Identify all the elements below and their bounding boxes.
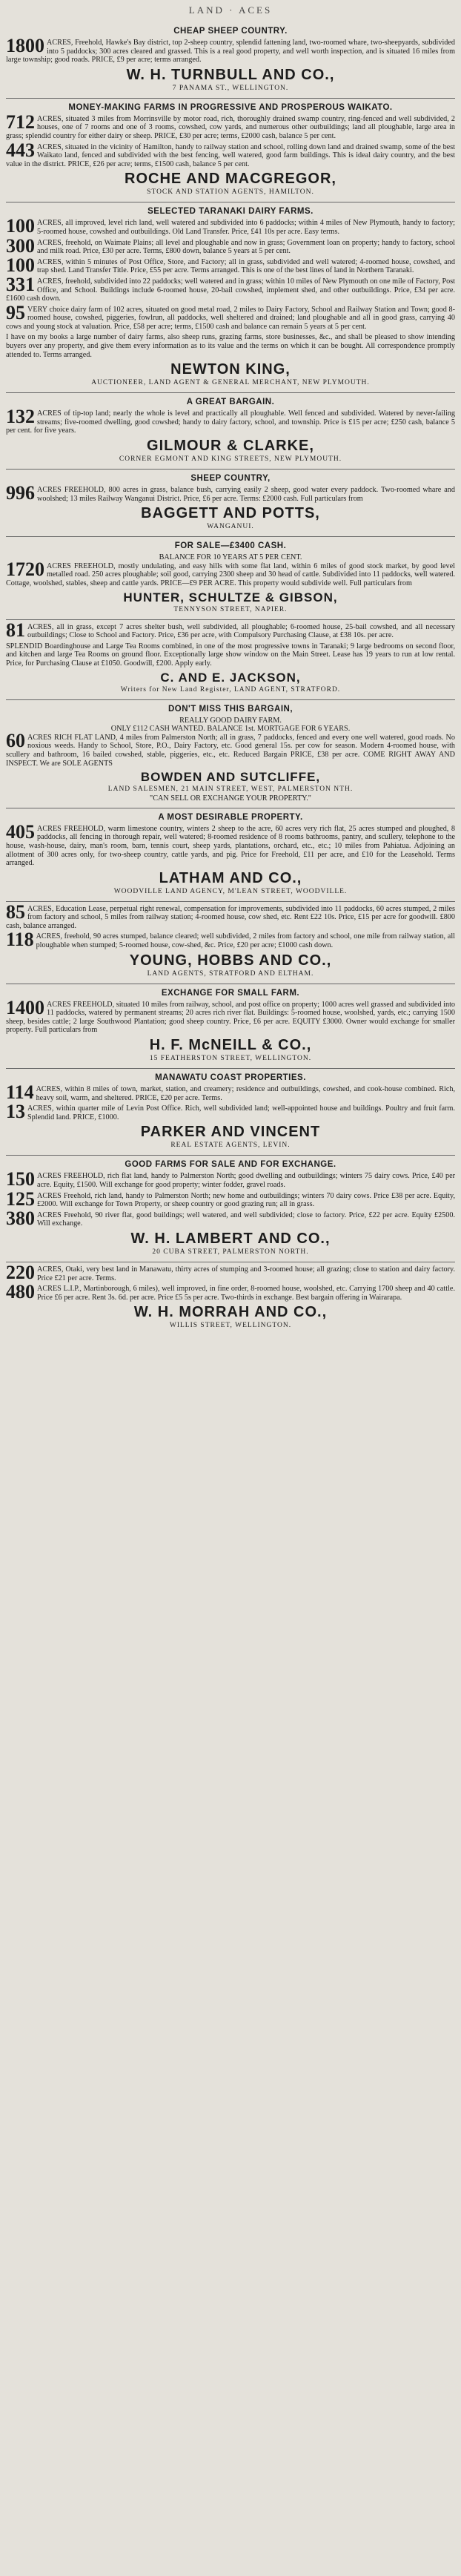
listing-text: ACRES, Otaki, very best land in Manawatu, thirty acres of stumping and 3-roomed house; all grazing; close to station and dairy factory. Price £21 per acre. Terms. (37, 1265, 455, 1282)
acreage: 100 (6, 215, 35, 237)
section-dont-miss (6, 700, 455, 808)
agent-name: H. F. McNEILL & CO., (149, 1037, 312, 1054)
listing-text: ACRES Freehold, 90 river flat, good buildings; well watered, and well subdivided; close to factory. Price, £22 per acre. Equity £2500. Will exchange. (37, 1210, 455, 1228)
listing (6, 820, 455, 868)
acreage: 1800 (6, 35, 44, 56)
listing-text: ACRES, within 5 minutes of Post Office, Store, and Factory; all in grass, subdivided and well watered; 4-roomed house, cowshed, and trap shed. Land Transfer Title. Price, £55 per acre. Terms arranged. This is one of the best lines of land in Northern Taranaki. (37, 257, 455, 275)
section-title: GOOD FARMS FOR SALE AND FOR EXCHANGE. (125, 1160, 336, 1170)
agent-address: TENNYSON STREET, NAPIER. (173, 605, 288, 613)
listing (6, 301, 455, 332)
agent-slogan: "CAN SELL OR EXCHANGE YOUR PROPERTY." (150, 794, 311, 803)
listing-text: ACRES, freehold, on Waimate Plains; all level and ploughable and now in grass; Government loan on property; handy to factory, school and milk road. Price, £30 per acre. Terms, £800 down, balance 5 years at 5 per cent. (37, 238, 455, 256)
agent-name: W. H. MORRAH AND CO., (133, 1304, 328, 1321)
agent-address: REAL ESTATE AGENTS, LEVIN. (170, 1142, 291, 1150)
acreage: 100 (6, 254, 35, 276)
agent-name: W. H. TURNBULL AND CO., (126, 66, 335, 83)
agent-address: WANGANUI. (207, 523, 254, 531)
agent-name: W. H. LAMBERT AND CO., (130, 1230, 331, 1247)
listing (6, 1168, 455, 1190)
listing-note: I have on my books a large number of dairy farms, also sheep runs, grazing farms, store businesses, &c., and shall be pleased to show intending buyers over any property, and give them every information as to its value and the terms on which it can be bought. All correspondence promptly attended to. Terms arranged. (6, 333, 455, 359)
listing-text: ACRES FREEHOLD, rich flat land, handy to Palmerston North; good dwelling and outbuildings; winters 75 dairy cows. Price, £40 per acre. Equity, £1500. Will exchange for good property; winter fodder, gravel roads. (37, 1172, 455, 1189)
section-young-hobbs (6, 902, 455, 984)
acreage: 118 (6, 929, 34, 951)
terms-line: ONLY £112 CASH WANTED. BALANCE 1st. MORTGAGE FOR 6 YEARS. (110, 725, 351, 734)
listing (6, 1187, 455, 1210)
listing-text: ACRES, freehold, subdivided into 22 paddocks; well watered and in grass; within 10 miles of New Plymouth on one mile of Factory, Post Office, and School. Buildings include 6-roomed house, 20-bail cowshed, implement shed, and other outbuildings. Price, £34 per acre. £1600 cash down. (6, 277, 455, 303)
section-title: SELECTED TARANAKI DAIRY FARMS. (147, 207, 314, 217)
section-subtitle: REALLY GOOD DAIRY FARM. (179, 716, 282, 725)
agent-name: BOWDEN AND SUTCLIFFE, (140, 770, 321, 785)
section-cheap-sheep-country (6, 22, 455, 99)
listing-text: ACRES of tip-top land; nearly the whole is level and practically all ploughable. Well fenced and subdivided. Watered by never-failing streams; five-roomed dwelling, good cowshed; handy to dairy factory, school, and township. Price is £15 per acre; £250 cash, balance 5 per cent. for five years. (6, 409, 455, 435)
listing (6, 215, 455, 237)
section-manawatu-coast (6, 1069, 455, 1156)
listing-text: ACRES, situated in the vicinity of Hamilton, handy to railway station and school, rolling down land and drained swamp, some of the best Waikato land, fenced and subdivided with the best fencing, well watered, good farm buildings. This is ideal dairy country, and the best value in the district. PRICE, £26 per acre; terms, £1500 cash, balance 5 per cent. (6, 142, 455, 168)
acreage: 114 (6, 1081, 34, 1104)
listing-text: ACRES FREEHOLD, warm limestone country, winters 2 sheep to the acre, 60 acres very rich flat, 25 acres stumped and ploughed, 8 paddocks, all fencing in thorough repair, well watered; 8-roomed residence of 8 rooms bathrooms, pantry, and scullery, telephone to the house, wash-house, dairy, man's room, barn, tennis court, sheep yards, plantations, orchard, etc., etc.; 10 miles from Pahiatua. Adjoining an allotment of 300 acres only, for two-sheep country, cattle yards, and pig. Price for Freehold, £11 per acre, and £10 for the Leasehold. Terms arranged. (6, 824, 455, 868)
section-waikato-farms (6, 99, 455, 203)
section-title: EXCHANGE FOR SMALL FARM. (161, 988, 300, 998)
acreage: 81 (6, 619, 25, 641)
section-title: MANAWATU COAST PROPERTIES. (155, 1073, 306, 1083)
listing (6, 35, 455, 65)
acreage: 95 (6, 301, 25, 323)
acreage: 150 (6, 1168, 35, 1190)
agent-address: AUCTIONEER, LAND AGENT & GENERAL MERCHANT, NEW PLYMOUTH. (91, 379, 370, 387)
agent-name: BAGGETT AND POTTS, (141, 505, 320, 522)
listing (6, 1207, 455, 1229)
listing-text: ACRES L.I.P., Martinborough, 6 miles), well improved, in fine order, 8-roomed house, woolshed, etc. Carrying 1700 sheep and 40 cattle. Price £6 per acre. Rent 3s. 6d. per acre. Price £5 5s per acre. Two-thirds in exchange. Best bargain offering in Wairarapa. (37, 1285, 455, 1302)
agent-address: WILLIS STREET, WELLINGTON. (169, 1322, 292, 1330)
listing-text: ACRES, Freehold, Hawke's Bay district, top 2-sheep country, splendid fattening land, two-roomed whare, two-sheepyards, subdivided into 5 paddocks; 300 acres cleared and grassed. This is a real good property, and well worth inspection, and is situated 16 miles from large township; good roads. PRICE, £9 per acre; terms arranged. (6, 39, 455, 65)
section-title: A GREAT BARGAIN. (186, 398, 275, 407)
section-sheep-country (6, 470, 455, 537)
listing-text: ACRES FREEHOLD, mostly undulating, and easy hills with some flat land, within 6 miles of good stock market, by good level metalled road. 250 acres ploughable; soil good, carrying 2300 sheep and 30 head of cattle. Subdivided into 11 paddocks, well watered. Cottage, woolshed, stables, sheep and cattle yards. PRICE—£9 PER ACRE. This property would subdivide well. Full particulars from (6, 561, 455, 587)
section-taranaki-dairy-farms (6, 202, 455, 393)
acreage: 1720 (6, 558, 44, 580)
agent-name: YOUNG, HOBBS AND CO., (129, 952, 332, 969)
listing (6, 619, 455, 641)
listing-text: ACRES Freehold, rich land, handy to Palmerston North; new home and outbuildings; winters 70 dairy cows. Price £38 per acre. Equity, £2000. Will exchange for Town Property, or sheep country or good grazing run; all in grass. (37, 1191, 455, 1209)
acreage: 380 (6, 1207, 35, 1229)
listing-text: ACRES FREEHOLD, situated 10 miles from railway, school, and post office on property; 1000 acres well grassed and subdivided into 11 paddocks, watered by permanent streams; 20 acres rich river flat. Buildings: 5-roomed house, woolshed, yards, etc.; carrying 1500 sheep, besides cattle; 2 large Southwood Plantation; good sheep country. Price, £6 per acre. EQUITY £3000. Owner would exchange for smaller property. Full particulars from (6, 1000, 455, 1035)
agent-address: LAND AGENTS, STRATFORD AND ELTHAM. (147, 969, 314, 978)
agent-address: Writers for New Land Register, LAND AGENT, STRATFORD. (120, 685, 341, 694)
acreage: 331 (6, 273, 35, 295)
listing (6, 929, 455, 951)
section-great-bargain (6, 393, 455, 470)
agent-name: C. AND E. JACKSON, (160, 670, 301, 685)
acreage: 1400 (6, 996, 44, 1018)
agent-address: WOODVILLE LAND AGENCY, M'LEAN STREET, WOODVILLE. (113, 887, 348, 895)
section-title: MONEY-MAKING FARMS IN PROGRESSIVE AND PROSPEROUS WAIKATO. (68, 102, 393, 112)
listing-text: ACRES, all in grass, except 7 acres shelter bush, well subdivided, all ploughable; 6-roomed house, 25-bail cowshed, and all necessary outbuildings; Close to School and Factory. Price, £36 per acre, with Compulsory Purchasing Clause, at £38 10s. per acre. (27, 622, 455, 640)
acreage: 132 (6, 406, 35, 428)
section-morrah (6, 1262, 455, 1335)
acreage: 996 (6, 482, 35, 504)
agent-name: LATHAM AND CO., (159, 869, 302, 886)
section-title: DON'T MISS THIS BARGAIN, (168, 704, 293, 714)
agent-address: CORNER EGMONT AND KING STREETS, NEW PLYMOUTH. (119, 455, 342, 464)
listing (6, 558, 455, 588)
section-title: SHEEP COUNTRY, (190, 474, 271, 484)
section-desirable-property (6, 808, 455, 902)
listing-text: VERY choice dairy farm of 102 acres, situated on good metal road, 2 miles to Dairy Factory, School and Railway Station and Town; good 8-roomed house, cowshed, piggeries, fowlrun, all paddocks, well sheltered and drained; land ploughable and all in good grass, carrying 40 cows and young stock at valuation. Price, £58 per acre; terms, £1500 cash and balance can remain 5 years at 5 per cent. (6, 305, 455, 331)
acreage: 712 (6, 111, 35, 133)
listing (6, 1081, 455, 1104)
acreage: 443 (6, 139, 35, 161)
section-jackson (6, 620, 455, 700)
listing (6, 273, 455, 303)
section-exchange-small-farm (6, 984, 455, 1069)
agent-address: 20 CUBA STREET, PALMERSTON NORTH. (152, 1248, 309, 1256)
section-for-sale-cash (6, 537, 455, 619)
listing (6, 406, 455, 435)
listing-text: ACRES, within quarter mile of Levin Post Office. Rich, well subdivided land; well-appointed house and buildings. Poultry and fruit farm. Splendid land. PRICE, £1000. (27, 1104, 455, 1121)
listing-text: ACRES FREEHOLD, 800 acres in grass, balance bush, carrying easily 2 sheep, good water every paddock. Two-roomed whare and woolshed; 13 miles Railway Wanganui District. Price, £6 per acre. Terms: £2000 cash. Full particulars from (37, 486, 455, 503)
listing (6, 111, 455, 141)
acreage: 300 (6, 234, 35, 257)
listing (6, 900, 455, 931)
acreage: 480 (6, 1281, 35, 1303)
section-title: CHEAP SHEEP COUNTRY. (173, 27, 288, 36)
section-title: FOR SALE—£3400 CASH. (174, 541, 287, 551)
listing (6, 139, 455, 169)
acreage: 13 (6, 1101, 25, 1123)
listing (6, 1101, 455, 1123)
listing: SPLENDID Boardinghouse and Large Tea Rooms combined, in one of the most progressive towns in Taranaki; 9 large bedrooms on second floor, and kitchen and large Tea Rooms on ground floor. Exceptionally large show window on the Main Street. Lease has 19 years to run at low rental. Price, for Purchasing Clause at £1050. Goodwill, £200. Apply early. (6, 642, 455, 668)
agent-address: STOCK AND STATION AGENTS, HAMILTON. (147, 188, 314, 197)
listing-text: ACRES, within 8 miles of town, market, station, and creamery; residence and outbuildings, cowshed, and cook-house combined. Rich, heavy soil, warm, and sheltered. PRICE, £20 per acre. Terms. (36, 1085, 455, 1102)
agent-name: HUNTER, SCHULTZE & GIBSON, (123, 590, 338, 605)
listing (6, 1281, 455, 1303)
listing-text: ACRES, all improved, level rich land, well watered and subdivided into 6 paddocks; within 4 miles of New Plymouth, handy to factory; 5-roomed house, cowshed and outbuildings. Old Land Transfer. Price, £41 10s per acre. Easy terms. (37, 219, 455, 236)
listing (6, 996, 455, 1035)
listing-text: ACRES RICH FLAT LAND, 4 miles from Palmerston North; all in grass, 7 paddocks, fenced and every one well watered, good roads. No noxious weeds. Handy to School, Store, P.O., Dairy Factory, etc. Good general 15s. per cow for season. Modern 4-roomed house, with scullery and bathroom, 16 bailed cowshed, stable, piggeries, etc., etc. Reduced Bargain PRICE, £38 per acre. COME RIGHT AWAY AND INSPECT. We are SOLE AGENTS (6, 733, 455, 768)
acreage: 60 (6, 729, 25, 751)
listing (6, 482, 455, 504)
agent-name: GILMOUR & CLARKE, (147, 438, 314, 455)
acreage: 125 (6, 1187, 35, 1210)
listing (6, 1261, 455, 1283)
agent-address: LAND SALESMEN, 21 MAIN STREET, WEST, PALMERSTON NTH. (107, 785, 354, 794)
acreage: 405 (6, 820, 35, 843)
section-subtitle: BALANCE FOR 10 YEARS AT 5 PER CENT. (159, 553, 302, 562)
section-good-farms (6, 1156, 455, 1262)
listing-text: ACRES, Education Lease, perpetual right renewal, compensation for improvements, subdivided into 11 paddocks, 60 acres stumped, 2 miles from factory and school, 5 miles from railway station; 4-roomed house, cow shed, etc. Rent £22 10s. Price, £15 per acre for goodwill. £800 cash, balance arranged. (6, 904, 455, 930)
acreage: 220 (6, 1261, 35, 1283)
listing-text: ACRES, freehold, 90 acres stumped, balance cleared; well subdivided, 2 miles from factory and school, one mile from railway station, all ploughable when stumped; 5-roomed house, cow-shed, &c. Price, £20 per acre; £1000 cash down. (36, 932, 455, 950)
listing-text: ACRES, situated 3 miles from Morrinsville by motor road, rich, thoroughly drained swamp country, ring-fenced and well subdivided, 2 houses, one of 7 rooms and one of 3 rooms, cowshed, cow yards, and numerous other outbuildings; land all ploughable, large area in grass; splendid country for either dairy or sheep. PRICE, £30 per acre; terms, £2000 cash, balance 5 per cent. (6, 114, 455, 140)
acreage: 85 (6, 900, 25, 923)
listing (6, 234, 455, 257)
agent-name: ROCHE AND MACGREGOR, (125, 171, 336, 188)
listing (6, 254, 455, 276)
agent-name: PARKER AND VINCENT (140, 1124, 321, 1141)
section-title: A MOST DESIRABLE PROPERTY. (158, 812, 303, 822)
masthead: LAND · ACES (188, 4, 273, 16)
agent-address: 7 PANAMA ST., WELLINGTON. (172, 84, 289, 92)
agent-name: NEWTON KING, (170, 361, 291, 378)
agent-address: 15 FEATHERSTON STREET, WELLINGTON. (149, 1055, 312, 1063)
